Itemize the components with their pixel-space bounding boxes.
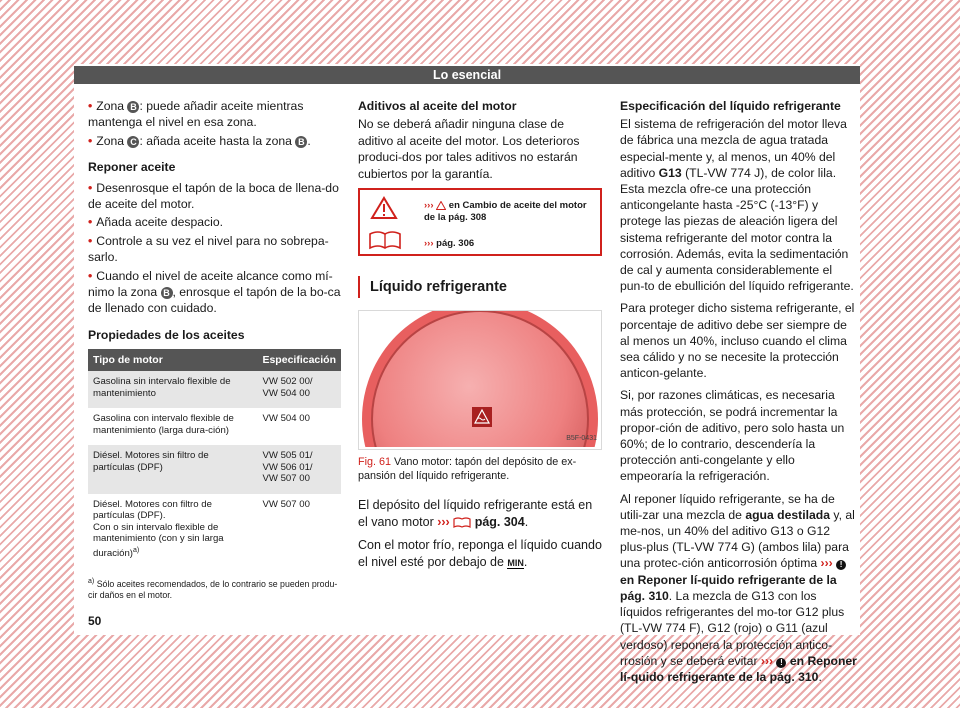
table-header: Especificación (257, 349, 341, 371)
column-1 (88, 98, 341, 601)
paragraph: El depósito del líquido refrigerante está en el vano motor ››› pág. 304. (358, 498, 593, 530)
page-ref-link[interactable]: pág. 304 (474, 515, 525, 530)
paragraph: Con el motor frío, reponga el líquido cuando el nivel esté por debajo de MIN. (358, 538, 602, 570)
zone-ref-badge: B (161, 287, 173, 299)
table-row: Diésel. Motores sin filtro de partículas (DPF) VW 505 01/ VW 506 01/ VW 507 00 (88, 445, 341, 494)
book-ref-link[interactable]: ››› pág. 306 (424, 238, 475, 250)
warning-ref-link[interactable]: ››› en Cambio de aceite del motor de la pág. 308 (424, 200, 587, 224)
paragraph: Si, por razones climáticas, es necesaria más protección, se podrá incrementar la propor-ción de aditivo, pero solo hasta un 60%; de lo contrario, descendería la protección anti-congelante y ello empeoraría la refrigeración. (620, 388, 845, 484)
additives-text: No se deberá añadir ninguna clase de aditivo al aceite del motor. Los deterioros produci-dos por tales aditivos no estarán cubiertos por la garantía. (358, 117, 580, 181)
footnote: $^{a)}$ Sólo aceites recomendados, de lo contrario se pueden produ-cir daños en el motor. (88, 578, 338, 601)
zone-ref-badge: B (295, 136, 307, 148)
column-2 (358, 98, 602, 578)
figure-caption: Fig. 61 Vano motor: tapón del depósito de ex-pansión del líquido refrigerante. (358, 456, 577, 482)
list-item: • Controle a su vez el nivel para no sobrepa-sarlo. (88, 233, 329, 265)
book-icon (368, 230, 402, 250)
page-ref-link[interactable]: en Reponer lí-quido refrigerante de la pág. 310 (620, 572, 837, 603)
warning-triangle-icon (370, 196, 398, 220)
zone-ref-badge: B (127, 101, 139, 113)
page-number: 50 (88, 614, 102, 628)
list-item: • Añada aceite despacio. (88, 215, 223, 230)
table-heading: Propiedades de los aceites (88, 327, 245, 342)
table-row: Gasolina con intervalo flexible de mantenimiento (larga dura-ción) VW 504 00 (93, 413, 310, 436)
alert-icon: ! (836, 560, 846, 570)
page-ref-link[interactable]: en Reponer lí-quido refrigerante de la pág. 310 (620, 653, 857, 684)
oil-properties-table (88, 349, 341, 568)
page-header: Lo esencial (74, 66, 860, 84)
list-item: • Cuando el nivel de aceite alcance como mí-nimo la zona B , enrosque el tapón de la bo-ca de llenado con cuidado. (88, 268, 341, 316)
book-small-icon (453, 517, 471, 528)
table-row: Diésel. Motores con filtro de partículas (DPF). Con o sin intervalo flexible de mantenimiento (con y sin larga duración)$^{a)}$ VW 507 00 (93, 498, 310, 559)
list-item: • Zona B : puede añadir aceite mientras mantenga el nivel en esa zona. (88, 99, 304, 130)
figure-code: B5F-0431 (566, 434, 597, 442)
paragraph: Para proteger dicho sistema refrigerante, el porcentaje de aditivo debe ser siempre de al menos un 40%, incluso cuando el clima sea cálido y no se necesite la protección anticon-gelante. (620, 301, 855, 381)
list-item: • Desenrosque el tapón de la boca de llena-do de aceite del motor. (88, 180, 339, 212)
min-mark: MIN (507, 558, 524, 569)
additives-heading: Aditivos al aceite del motor (358, 99, 517, 113)
warning-box (358, 188, 602, 256)
list-item: • Zona C : añada aceite hasta la zona B . (88, 133, 311, 148)
table-row: Gasolina sin intervalo flexible de mantenimiento VW 502 00/ VW 504 00 (88, 371, 341, 408)
paragraph: El sistema de refrigeración del motor lleva de fábrica una mezcla de agua tratada especial-mente y, al menos, un 40% del aditivo G13 (TL-VW 774 J), de color lila. Esta mezcla ofre-ce una protección anticongelante hasta -25°C (-13°F) y protege las piezas de aleación ligera del sistema refrigerante del motor contra la corrosión. Además, evita la sedimentación de cal y aumenta considerablemente el pun-to de ebullición del líquido refrigerante. (620, 117, 854, 294)
column-3 (620, 98, 858, 691)
paragraph: Al reponer líquido refrigerante, se ha de utili-zar una mezcla de agua destilada y, al me-nos, un 40% del aditivo G13 o G12 plus-plus (TL-VW 774 G) (ambos lila) para una protec-ción anticorrosión óptima ››› ! en Reponer lí-quido refrigerante de la pág. 310. La mezcla de G13 con los líquidos refrigerantes del mo-tor G12 plus (TL-VW 774 F), G12 (rojo) o G11 (azul verdoso) reponera la protección antico-rrosión y se deberá evitar ››› ! en Reponer lí-quido refrigerante de la pág. 310. (620, 491, 857, 684)
refill-heading: Reponer aceite (88, 160, 176, 175)
section-title: Líquido refrigerante (358, 276, 602, 298)
coolant-cap-image (359, 311, 601, 447)
figure-coolant-cap (358, 310, 602, 450)
table-header: Tipo de motor (88, 349, 257, 371)
warning-small-icon (436, 201, 446, 210)
zone-ref-badge: C (127, 136, 139, 148)
alert-icon: ! (776, 658, 786, 668)
coolant-spec-heading: Especificación del líquido refrigerante (620, 99, 841, 113)
